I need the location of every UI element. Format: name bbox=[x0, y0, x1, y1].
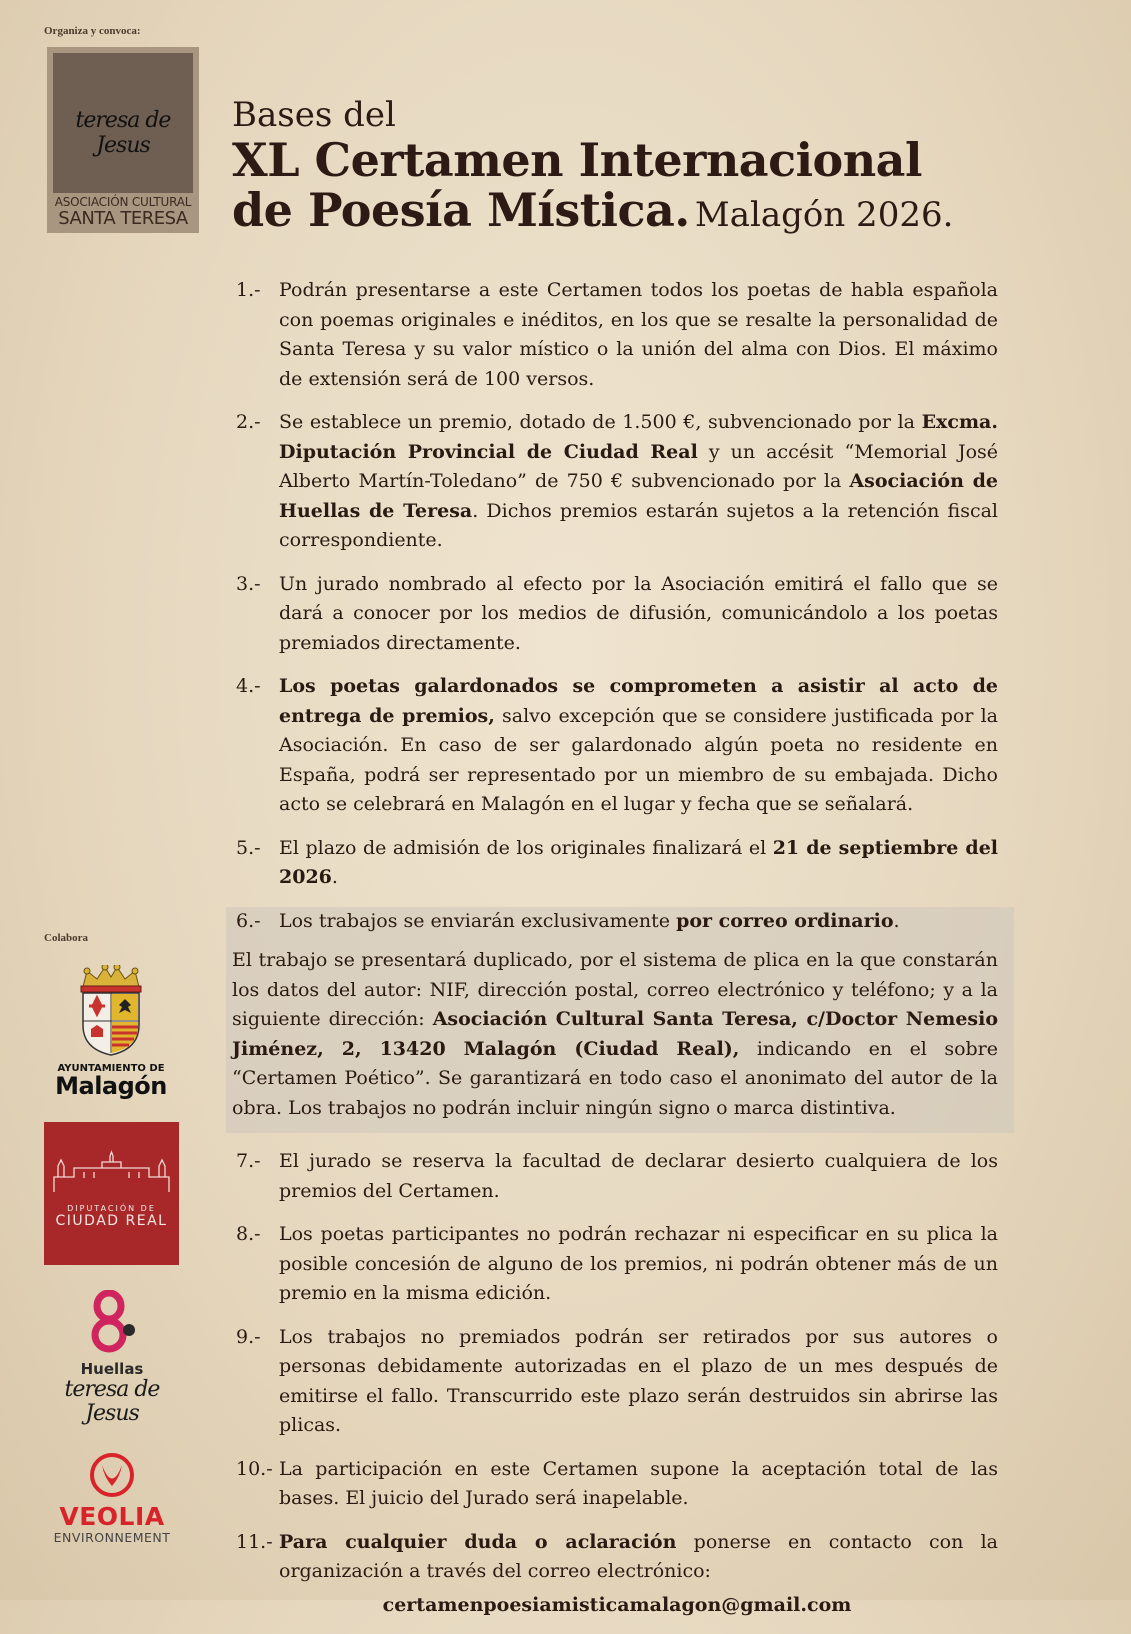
signature-box bbox=[53, 53, 193, 193]
title-line1: Bases del bbox=[232, 95, 396, 135]
bases-list bbox=[232, 276, 999, 1634]
text-run: Los trabajos se enviarán exclusivamente bbox=[279, 909, 677, 932]
base-number: 4.- bbox=[236, 675, 261, 697]
colabora-label: Colabora bbox=[44, 932, 88, 944]
base-item-5 bbox=[236, 834, 998, 893]
base-item-11 bbox=[236, 1528, 998, 1621]
bold-run: Asociación Cultural Santa Teresa, c/Doctor Nemesio Jiménez, 2, 13420 Malagón (Ciudad Real), bbox=[232, 1008, 998, 1060]
base-text: Podrán presentarse a este Certamen todos los poetas de habla española con poemas originales e inéditos, en los que se resalte la personalidad de Santa Teresa y su valor místico o la unión del alma con Dios. El máximo de extensión será de 100 versos. bbox=[279, 279, 998, 390]
base-item-9 bbox=[236, 1323, 998, 1441]
text-run: y un accésit “Memorial José Alberto Martín-Toledano” de 750 € subvencionado por la bbox=[279, 440, 998, 492]
footprint-icon bbox=[87, 1290, 137, 1354]
text-run: El plazo de admisión de los originales finalizará el bbox=[279, 836, 773, 859]
org-logo-line1: ASOCIACIÓN CULTURAL bbox=[54, 195, 192, 209]
base-item-7 bbox=[236, 1147, 998, 1206]
text-run: . bbox=[893, 909, 900, 932]
base-text: Los trabajos no premiados podrán ser retirados por sus autores o personas debidamente autorizadas en el plazo de un mes después de emitirse el fallo. Transcurrido este plazo serán destruidos sin abrirse las plicas. bbox=[279, 1325, 998, 1436]
veolia-logo bbox=[44, 1452, 180, 1545]
bold-run: Para cualquier duda o aclaración bbox=[279, 1530, 677, 1553]
building-outline-icon bbox=[44, 1122, 179, 1192]
bold-run: Excma. Diputación Provincial de Ciudad Real bbox=[279, 411, 998, 463]
huellas-logo-line1: Huellas bbox=[80, 1360, 144, 1378]
org-logo-line2: SANTA TERESA bbox=[58, 208, 188, 229]
base-item-10 bbox=[236, 1455, 998, 1514]
veolia-logo-line1: VEOLIA bbox=[59, 1502, 165, 1531]
title-line3 bbox=[232, 185, 953, 246]
organiza-label: Organiza y convoca: bbox=[44, 25, 141, 37]
base-text-address bbox=[232, 946, 998, 1123]
text-run: . bbox=[331, 866, 338, 888]
text-run: indicando en el sobre “Certamen Poético”. Se garantizará en todo caso el anonimato del autor de la obra. Los trabajos no podrán incluir ningún signo o marca distintiva. bbox=[232, 1037, 999, 1119]
diputacion-logo-line2: CIUDAD REAL bbox=[55, 1213, 168, 1229]
base-number: 11.- bbox=[236, 1530, 273, 1553]
base-number: 1.- bbox=[236, 279, 261, 301]
coat-of-arms-icon bbox=[73, 965, 149, 1057]
text-run: El trabajo se presentará duplicado, por el sistema de plica en la que constarán los datos del autor: NIF, dirección postal, correo electrónico y teléfono; y a la siguiente dirección: bbox=[232, 949, 998, 1030]
base-number: 8.- bbox=[236, 1223, 261, 1245]
base-item-3 bbox=[236, 570, 998, 659]
bold-run: por correo ordinario bbox=[676, 909, 894, 932]
malagon-logo-line2: Malagón bbox=[55, 1072, 167, 1100]
page-title bbox=[232, 95, 953, 246]
base-text bbox=[279, 408, 998, 556]
base-number: 5.- bbox=[236, 836, 261, 859]
base-text bbox=[279, 834, 998, 893]
base-number: 10.- bbox=[236, 1457, 273, 1480]
title-line2: XL Certamen Internacional bbox=[232, 133, 922, 187]
title-line3-main: de Poesía Mística. bbox=[232, 183, 690, 237]
malagon-logo-line1: AYUNTAMIENTO DE bbox=[57, 1063, 165, 1074]
diputacion-ciudad-real-logo bbox=[44, 1122, 179, 1265]
bold-run: Los poetas galardonados se comprometen a asistir al acto de entrega de premios, bbox=[279, 675, 998, 727]
base-text: El jurado se reserva la facultad de declarar desierto cualquiera de los premios del Certamen. bbox=[279, 1150, 998, 1202]
veolia-mark-icon bbox=[87, 1452, 137, 1498]
base-item-4 bbox=[236, 672, 998, 820]
base-number: 7.- bbox=[236, 1150, 261, 1172]
bold-run: Asociación de Huellas de Teresa bbox=[279, 470, 998, 522]
base-number: 6.- bbox=[236, 909, 261, 932]
base-text: La participación en este Certamen supone la aceptación total de las bases. El juicio del Jurado será inapelable. bbox=[279, 1457, 998, 1509]
base-item-6 bbox=[226, 907, 1014, 1134]
base-text bbox=[279, 672, 998, 820]
bold-run: 21 de septiembre del 2026 bbox=[279, 836, 998, 888]
base-number: 3.- bbox=[236, 572, 261, 595]
huellas-teresa-logo bbox=[48, 1290, 176, 1426]
asociacion-santa-teresa-logo bbox=[47, 47, 199, 233]
diputacion-logo-line1: DIPUTACIÓN DE bbox=[67, 1204, 156, 1213]
text-run: salvo excepción que se considere justificada por la Asociación. En caso de ser galardonado algún poeta no residente en España, podrá ser representado por un miembro de su embajada. Dicho acto se celebrará en Malagón en el lugar y fecha que se señalará. bbox=[279, 704, 998, 815]
base-number: 2.- bbox=[236, 411, 261, 433]
base-item-8 bbox=[236, 1220, 998, 1309]
huellas-logo-line2: teresa de Jesus bbox=[64, 1377, 160, 1426]
text-run: . Dichos premios estarán sujetos a la retención fiscal correspondiente. bbox=[279, 499, 998, 551]
text-run: ponerse en contacto con la organización a través del correo electrónico: bbox=[279, 1530, 998, 1582]
base-number: 9.- bbox=[236, 1325, 261, 1348]
base-text bbox=[279, 907, 998, 937]
ayuntamiento-malagon-logo bbox=[54, 965, 168, 1098]
base-text bbox=[279, 1528, 998, 1587]
base-text: Los poetas participantes no podrán rechazar ni especificar en su plica la posible concesión de alguno de los premios, ni podrán obtener más de un premio en la misma edición. bbox=[279, 1223, 998, 1304]
signature-text: teresa de Jesus bbox=[75, 108, 171, 158]
base-item-1 bbox=[236, 276, 998, 394]
contact-email-link[interactable]: certamenpoesiamisticamalagon@gmail.com bbox=[382, 1593, 852, 1616]
base-text: Un jurado nombrado al efecto por la Asociación emitirá el fallo que se dará a conocer por los medios de difusión, comunicándolo a los poetas premiados directamente. bbox=[279, 572, 998, 654]
text-run: Se establece un premio, dotado de 1.500 €, subvencionado por la bbox=[279, 411, 922, 433]
title-line3-place: Malagón 2026. bbox=[694, 195, 954, 235]
veolia-logo-line2: ENVIRONNEMENT bbox=[53, 1530, 171, 1545]
base-item-2 bbox=[236, 408, 998, 556]
